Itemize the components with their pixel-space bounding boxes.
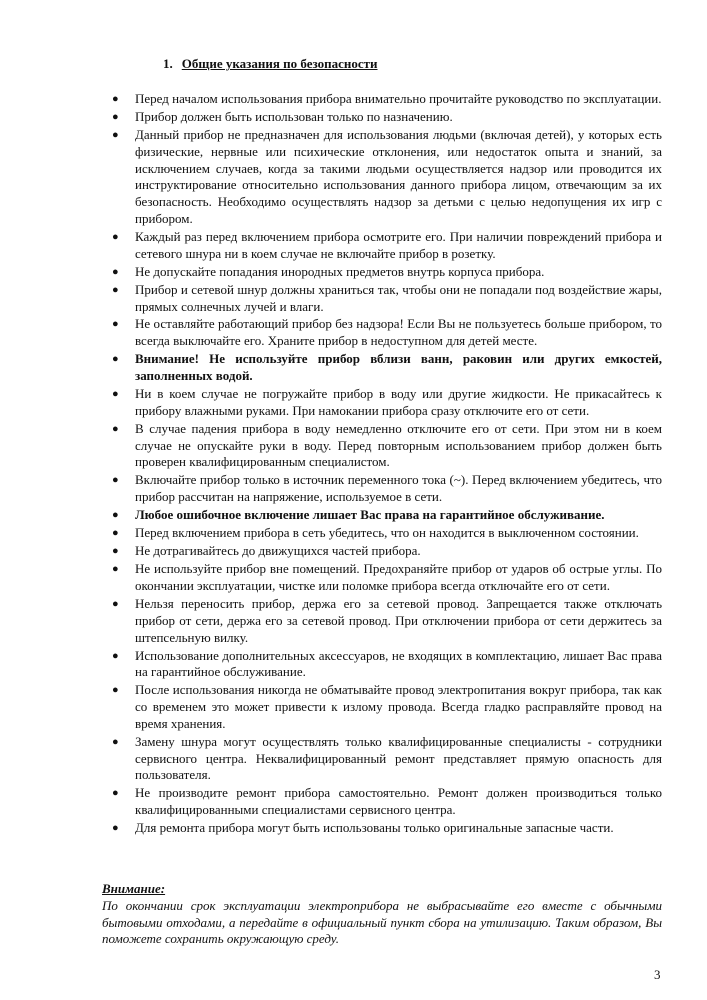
safety-rule-text: Любое ошибочное включение лишает Вас права на гарантийное обслуживание. bbox=[135, 507, 605, 523]
bullet-icon: ● bbox=[112, 527, 119, 540]
safety-rules-list bbox=[106, 91, 662, 838]
section-number: 1. bbox=[163, 56, 173, 71]
bullet-icon: ● bbox=[112, 93, 119, 105]
safety-rule-text: Перед включением прибора в сеть убедитесь, что он находится в выключенном состоянии. bbox=[135, 525, 639, 541]
safety-rule-text: Не оставляйте работающий прибор без надзора! Если Вы не пользуетесь больше прибором, то всегда выключайте его. Храните прибор в недоступном для детей месте. bbox=[135, 316, 662, 349]
notice-heading: Внимание: bbox=[102, 881, 166, 896]
safety-rule-text: Не допускайте попадания инородных предметов внутрь корпуса прибора. bbox=[135, 263, 545, 279]
bullet-icon: ● bbox=[112, 422, 119, 435]
safety-rule-item bbox=[106, 316, 662, 350]
safety-rule-text: После использования никогда не обматывайте провод электропитания вокруг прибора, так как со временем это может привести к излому провода. Всегда гладко расправляйте провод на время хранения. bbox=[135, 682, 662, 731]
bullet-icon: ● bbox=[112, 822, 119, 835]
safety-rule-item bbox=[106, 109, 662, 126]
safety-rule-item bbox=[106, 543, 662, 560]
safety-rule-item bbox=[106, 525, 662, 542]
safety-rule-item bbox=[106, 507, 662, 524]
safety-rule-item bbox=[106, 648, 662, 682]
safety-rule-text: Замену шнура могут осуществлять только квалифицированные специалисты - сотрудники сервисного центра. Неквалифицированный ремонт представляет прямую опасность для пользователя. bbox=[135, 733, 662, 783]
bullet-icon: ● bbox=[112, 353, 119, 366]
safety-rule-text: Для ремонта прибора могут быть использованы только оригинальные запасные части. bbox=[135, 820, 614, 836]
safety-rule-text: Перед началом использования прибора внимательно прочитайте руководство по эксплуатации. bbox=[135, 91, 662, 106]
bullet-icon: ● bbox=[112, 735, 119, 748]
safety-rule-item bbox=[106, 351, 662, 385]
bullet-icon: ● bbox=[112, 230, 119, 243]
safety-rule-item bbox=[106, 734, 662, 784]
page-number: 3 bbox=[654, 967, 661, 982]
bullet-icon: ● bbox=[112, 787, 119, 800]
bullet-icon: ● bbox=[112, 509, 119, 522]
safety-rule-text: Не производите ремонт прибора самостоятельно. Ремонт должен производиться только квалифицированными специалистами сервисного центра. bbox=[135, 785, 662, 818]
safety-rule-item bbox=[106, 421, 662, 471]
safety-rule-item bbox=[106, 264, 662, 281]
bullet-icon: ● bbox=[112, 388, 119, 401]
bullet-icon: ● bbox=[112, 597, 119, 610]
bullet-icon: ● bbox=[112, 128, 119, 141]
safety-rule-text: Не дотрагивайтесь до движущихся частей прибора. bbox=[135, 543, 421, 559]
bullet-icon: ● bbox=[112, 563, 119, 576]
safety-rule-item bbox=[106, 91, 662, 108]
safety-rule-item bbox=[106, 472, 662, 506]
safety-rule-text: Нельзя переносить прибор, держа его за сетевой провод. Запрещается также отключать прибор от сети, держа его за сетевой провод. При отключении прибора от сети держитесь за штепсельную вилку. bbox=[135, 595, 662, 645]
bullet-icon: ● bbox=[112, 283, 119, 296]
section-title: Общие указания по безопасности bbox=[181, 56, 378, 71]
notice-text: По окончании срок эксплуатации электроприбора не выбрасывайте его вместе с обычными бытовыми отходами, а передайте в официальный пункт сбора на утилизацию. Таким образом, Вы поможете сохранить окружающую среду. bbox=[102, 897, 662, 947]
safety-rule-item bbox=[106, 596, 662, 646]
safety-rule-item bbox=[106, 282, 662, 316]
safety-rule-item bbox=[106, 229, 662, 263]
bullet-icon: ● bbox=[112, 318, 119, 331]
safety-rule-item bbox=[106, 386, 662, 420]
safety-rule-text: Использование дополнительных аксессуаров, не входящих в комплектацию, лишает Вас права на гарантийное обслуживание. bbox=[135, 647, 662, 680]
safety-rule-text: Не используйте прибор вне помещений. Предохраняйте прибор от ударов об острые углы. По окончании эксплуатации, чистке или поломке прибора всегда отключайте его от сети. bbox=[135, 561, 662, 593]
safety-rule-item bbox=[106, 785, 662, 819]
safety-rule-item bbox=[106, 820, 662, 837]
safety-rule-text: В случае падения прибора в воду немедленно отключите его от сети. При этом ни в коем случае не опускайте руки в воду. Перед повторным использованием прибор должен быть проверен квалифицированным специалистом. bbox=[135, 420, 662, 470]
safety-rule-text: Прибор и сетевой шнур должны храниться так, чтобы они не попадали под воздействие жары, прямых солнечных лучей и влаги. bbox=[135, 281, 662, 314]
bullet-icon: ● bbox=[112, 265, 119, 278]
safety-rule-text: Каждый раз перед включением прибора осмотрите его. При наличии повреждений прибора и сетевого шнура ни в коем случае не включайте прибор в розетку. bbox=[135, 228, 662, 261]
safety-rule-item bbox=[106, 682, 662, 732]
safety-rule-text: Внимание! Не используйте прибор вблизи ванн, раковин или других емкостей, заполненных водой. bbox=[135, 351, 662, 384]
bullet-icon: ● bbox=[112, 474, 119, 487]
bullet-icon: ● bbox=[112, 110, 119, 123]
safety-rule-text: Данный прибор не предназначен для использования людьми (включая детей), у которых есть физические, нервные или психические отклонения, или недостаток опыта и знаний, за исключением случаев, когда за такими людьми осуществляется надзор или проводится их инструктирование относительно использования данного прибора лицом, отвечающим за их безопасность. Необходимо осуществлять надзор за детьми с целью недопущения их игр с прибором. bbox=[135, 126, 662, 226]
safety-rule-item bbox=[106, 561, 662, 595]
safety-rule-text: Прибор должен быть использован только по назначению. bbox=[135, 108, 453, 124]
safety-rule-text: Ни в коем случае не погружайте прибор в воду или другие жидкости. Не прикасайтесь к прибору влажными руками. При намокании прибора сразу отключите его от сети. bbox=[135, 386, 662, 418]
section-heading bbox=[163, 56, 378, 72]
safety-rule-text: Включайте прибор только в источник переменного тока (~). Перед включением убедитесь, что прибор рассчитан на напряжение, используемое в сети. bbox=[135, 472, 662, 505]
bullet-icon: ● bbox=[112, 684, 119, 697]
bullet-icon: ● bbox=[112, 545, 119, 558]
disposal-notice bbox=[102, 881, 662, 948]
safety-rule-item bbox=[106, 127, 662, 228]
bullet-icon: ● bbox=[112, 649, 119, 662]
